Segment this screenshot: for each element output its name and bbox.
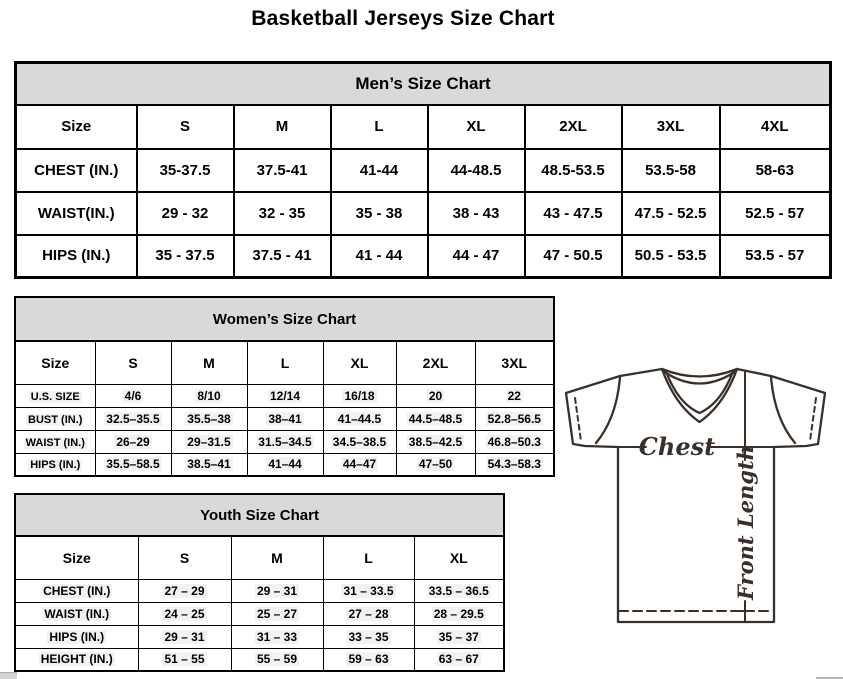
table-cell: 44–47 xyxy=(323,453,396,476)
row-label: HIPS (IN.) xyxy=(15,625,138,648)
table-cell: 54.3–58.3 xyxy=(475,453,554,476)
youth-size-table xyxy=(14,493,505,672)
womens-size-table xyxy=(14,296,555,477)
table-row xyxy=(15,625,504,648)
row-label: WAIST(IN.) xyxy=(16,192,137,235)
table-cell: 53.5 - 57 xyxy=(720,235,831,278)
table-row xyxy=(15,430,554,453)
table-row xyxy=(15,341,554,384)
table-cell: 29 – 31 xyxy=(138,625,231,648)
table-cell: 35.5–58.5 xyxy=(95,453,171,476)
table-cell: 35 - 38 xyxy=(331,192,428,235)
table-cell: 25 – 27 xyxy=(231,602,323,625)
table-row xyxy=(15,297,554,341)
womens-table-title: Women’s Size Chart xyxy=(15,297,554,341)
table-cell: 37.5-41 xyxy=(234,149,331,192)
table-cell: 33 – 35 xyxy=(323,625,414,648)
table-cell: 47.5 - 52.5 xyxy=(622,192,720,235)
table-cell: 33.5 – 36.5 xyxy=(414,579,504,602)
column-header: M xyxy=(234,105,331,149)
table-row xyxy=(16,63,831,105)
row-label: U.S. SIZE xyxy=(15,384,95,407)
row-label: CHEST (IN.) xyxy=(15,579,138,602)
front-length-label: Front Length xyxy=(733,445,758,600)
column-header: Size xyxy=(16,105,137,149)
column-header: 2XL xyxy=(396,341,475,384)
table-cell: 22 xyxy=(475,384,554,407)
table-row xyxy=(15,453,554,476)
table-cell: 12/14 xyxy=(247,384,323,407)
row-label: CHEST (IN.) xyxy=(16,149,137,192)
scrollbar-fragment-left[interactable] xyxy=(0,672,17,679)
table-row xyxy=(15,602,504,625)
table-cell: 8/10 xyxy=(171,384,247,407)
youth-table-title: Youth Size Chart xyxy=(15,494,504,536)
table-cell: 63 – 67 xyxy=(414,648,504,671)
column-header: M xyxy=(231,536,323,579)
row-label: BUST (IN.) xyxy=(15,407,95,430)
table-row xyxy=(16,235,831,278)
table-cell: 29 - 32 xyxy=(137,192,234,235)
table-cell: 41 - 44 xyxy=(331,235,428,278)
table-cell: 31.5–34.5 xyxy=(247,430,323,453)
table-cell: 53.5-58 xyxy=(622,149,720,192)
table-cell: 29 – 31 xyxy=(231,579,323,602)
column-header: L xyxy=(331,105,428,149)
table-cell: 28 – 29.5 xyxy=(414,602,504,625)
table-cell: 48.5-53.5 xyxy=(525,149,622,192)
chest-label: Chest xyxy=(638,432,716,461)
table-cell: 47 - 50.5 xyxy=(525,235,622,278)
table-cell: 4/6 xyxy=(95,384,171,407)
table-cell: 44-48.5 xyxy=(428,149,525,192)
table-cell: 37.5 - 41 xyxy=(234,235,331,278)
column-header: S xyxy=(138,536,231,579)
table-row xyxy=(16,149,831,192)
column-header: S xyxy=(137,105,234,149)
table-cell: 31 – 33 xyxy=(231,625,323,648)
table-cell: 47–50 xyxy=(396,453,475,476)
table-cell: 27 – 28 xyxy=(323,602,414,625)
column-header: 3XL xyxy=(475,341,554,384)
table-row xyxy=(15,407,554,430)
row-label: WAIST (IN.) xyxy=(15,430,95,453)
table-row xyxy=(15,536,504,579)
column-header: Size xyxy=(15,536,138,579)
table-cell: 50.5 - 53.5 xyxy=(622,235,720,278)
table-row xyxy=(15,494,504,536)
table-cell: 38–41 xyxy=(247,407,323,430)
table-cell: 27 – 29 xyxy=(138,579,231,602)
table-cell: 38.5–41 xyxy=(171,453,247,476)
column-header: 3XL xyxy=(622,105,720,149)
table-cell: 35 - 37.5 xyxy=(137,235,234,278)
table-cell: 20 xyxy=(396,384,475,407)
table-row xyxy=(16,105,831,149)
table-cell: 51 – 55 xyxy=(138,648,231,671)
table-cell: 41-44 xyxy=(331,149,428,192)
table-cell: 31 – 33.5 xyxy=(323,579,414,602)
table-row xyxy=(16,192,831,235)
table-cell: 59 – 63 xyxy=(323,648,414,671)
column-header: 4XL xyxy=(720,105,831,149)
table-row xyxy=(15,579,504,602)
column-header: M xyxy=(171,341,247,384)
table-cell: 34.5–38.5 xyxy=(323,430,396,453)
table-cell: 55 – 59 xyxy=(231,648,323,671)
mens-table-title: Men’s Size Chart xyxy=(16,63,831,105)
table-cell: 41–44.5 xyxy=(323,407,396,430)
table-cell: 52.5 - 57 xyxy=(720,192,831,235)
table-cell: 32.5–35.5 xyxy=(95,407,171,430)
table-cell: 24 – 25 xyxy=(138,602,231,625)
column-header: L xyxy=(247,341,323,384)
mens-size-table xyxy=(14,61,832,279)
table-cell: 44 - 47 xyxy=(428,235,525,278)
jersey-diagram xyxy=(563,363,828,625)
column-header: 2XL xyxy=(525,105,622,149)
table-cell: 44.5–48.5 xyxy=(396,407,475,430)
table-cell: 43 - 47.5 xyxy=(525,192,622,235)
table-cell: 16/18 xyxy=(323,384,396,407)
row-label: HIPS (IN.) xyxy=(15,453,95,476)
column-header: S xyxy=(95,341,171,384)
table-cell: 38.5–42.5 xyxy=(396,430,475,453)
table-cell: 35.5–38 xyxy=(171,407,247,430)
row-label: WAIST (IN.) xyxy=(15,602,138,625)
page-title: Basketball Jerseys Size Chart xyxy=(251,7,555,30)
row-label: HEIGHT (IN.) xyxy=(15,648,138,671)
table-row xyxy=(15,648,504,671)
column-header: L xyxy=(323,536,414,579)
table-cell: 41–44 xyxy=(247,453,323,476)
column-header: Size xyxy=(15,341,95,384)
column-header: XL xyxy=(414,536,504,579)
table-cell: 35-37.5 xyxy=(137,149,234,192)
row-label: HIPS (IN.) xyxy=(16,235,137,278)
table-cell: 58-63 xyxy=(720,149,831,192)
table-cell: 32 - 35 xyxy=(234,192,331,235)
table-cell: 35 – 37 xyxy=(414,625,504,648)
table-cell: 38 - 43 xyxy=(428,192,525,235)
table-cell: 29–31.5 xyxy=(171,430,247,453)
jersey-outline xyxy=(566,369,825,622)
table-cell: 46.8–50.3 xyxy=(475,430,554,453)
column-header: XL xyxy=(323,341,396,384)
column-header: XL xyxy=(428,105,525,149)
table-row xyxy=(15,384,554,407)
table-cell: 52.8–56.5 xyxy=(475,407,554,430)
table-cell: 26–29 xyxy=(95,430,171,453)
